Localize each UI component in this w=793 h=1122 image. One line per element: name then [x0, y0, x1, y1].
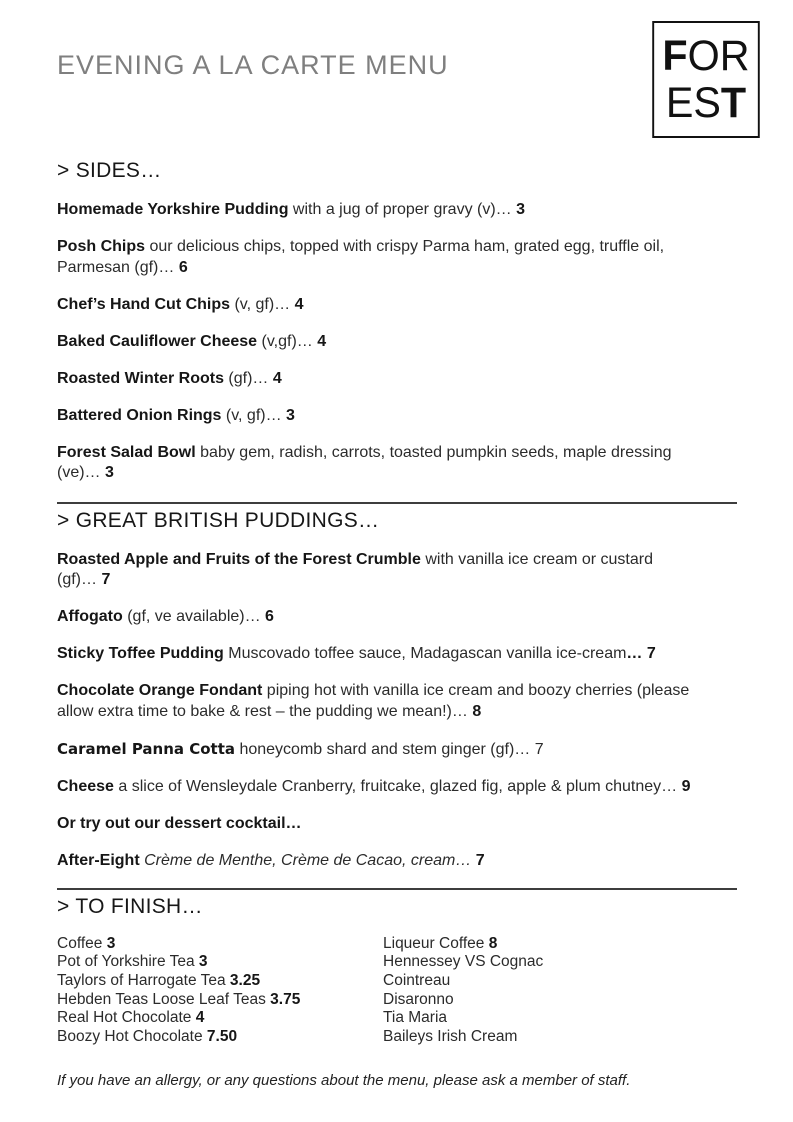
item-description: a slice of Wensleydale Cranberry, fruitcake, glazed fig, apple & plum chutney… — [113, 777, 682, 795]
finish-item-price: 3.75 — [270, 990, 301, 1008]
finish-item-price: 4 — [195, 1009, 205, 1027]
logo-line-1 — [662, 33, 749, 80]
item-name: Battered Onion Rings — [57, 406, 222, 424]
item-description: honeycomb shard and stem ginger (gf)… — [235, 740, 535, 758]
item-description: piping hot with vanilla ice cream and boozy cherries (please allow extra time to bake & rest – the pudding we mean!)… — [57, 682, 690, 720]
menu-item — [57, 443, 697, 484]
item-name: Chocolate Orange Fondant — [57, 682, 263, 699]
menu-item — [57, 406, 697, 427]
item-name: Caramel Panna Cotta — [57, 739, 236, 758]
sides-heading: > SIDES… — [57, 159, 162, 182]
finish-item-label: Real Hot Chocolate — [57, 1009, 196, 1027]
finish-item-label: Pot of Yorkshire Tea — [57, 953, 199, 971]
finish-item-label: Baileys Irish Cream — [383, 1028, 518, 1046]
menu-item — [57, 814, 697, 835]
menu-item — [57, 295, 697, 316]
item-description: Crème de Menthe, Crème de Cacao, cream… — [139, 851, 476, 869]
finish-item — [383, 1009, 543, 1028]
menu-item — [57, 644, 697, 665]
menu-item — [57, 237, 697, 278]
menu-item — [57, 739, 697, 761]
item-description: with a jug of proper gravy (v)… — [288, 201, 517, 218]
finish-item-price: 3 — [106, 934, 116, 952]
menu-item — [57, 332, 697, 353]
item-name: Or try out our dessert cocktail… — [57, 814, 302, 832]
item-price: 4 — [272, 369, 282, 387]
finish-item — [57, 953, 383, 972]
menu-item — [57, 550, 697, 591]
menu-item — [57, 681, 697, 722]
finish-item-price: 8 — [488, 934, 498, 952]
item-name: Affogato — [57, 608, 123, 625]
section-divider — [57, 502, 737, 504]
finish-item-label: Disaronno — [383, 990, 454, 1008]
finish-item — [57, 935, 383, 954]
item-name: Forest Salad Bowl — [57, 443, 196, 461]
puddings-items — [57, 550, 737, 872]
item-name: Sticky Toffee Pudding — [57, 645, 224, 662]
item-price: 7 — [475, 851, 485, 869]
item-price: 3 — [105, 464, 114, 481]
allergy-note: If you have an allergy, or any questions about the menu, please ask a member of staff. — [57, 1072, 631, 1089]
item-name: Roasted Winter Roots — [57, 369, 224, 387]
item-price: 9 — [681, 777, 691, 795]
page-title: EVENING A LA CARTE MENU — [57, 50, 449, 80]
finish-item — [57, 1028, 383, 1047]
item-description: Muscovado toffee sauce, Madagascan vanilla ice-cream — [223, 645, 627, 662]
item-price: 6 — [265, 608, 274, 625]
menu-item — [57, 777, 697, 798]
finish-item-label: Taylors of Harrogate Tea — [57, 971, 230, 989]
logo-line-2 — [666, 80, 746, 127]
to-finish-right-column — [383, 935, 543, 1047]
item-description: with vanilla ice cream or custard (gf)… — [57, 550, 653, 588]
menu-item — [57, 851, 697, 872]
item-price: 8 — [472, 702, 482, 720]
finish-item — [383, 1028, 543, 1047]
item-price: … 7 — [626, 645, 656, 662]
finish-item-price: 3 — [198, 953, 208, 971]
finish-item-label: Liqueur Coffee — [383, 934, 489, 952]
item-description: (v, gf)… — [221, 406, 287, 424]
finish-item — [57, 991, 383, 1010]
finish-item-label: Boozy Hot Chocolate — [57, 1028, 207, 1046]
finish-item — [383, 953, 543, 972]
item-name: Chef’s Hand Cut Chips — [57, 295, 231, 313]
item-description: (v,gf)… — [257, 332, 318, 350]
item-price: 3 — [516, 201, 526, 218]
finish-item-price: 3.25 — [229, 971, 261, 989]
item-price: 3 — [286, 406, 295, 424]
finish-item-price: 7.50 — [206, 1028, 238, 1046]
finish-item — [383, 935, 543, 954]
section-divider — [57, 888, 737, 890]
item-name: After-Eight — [57, 851, 140, 869]
puddings-heading: > GREAT BRITISH PUDDINGS… — [57, 508, 380, 532]
finish-item-label: Tia Maria — [383, 1009, 448, 1027]
item-name: Roasted Apple and Fruits of the Forest Crumble — [57, 550, 421, 568]
finish-item-label: Hebden Teas Loose Leaf Teas — [57, 990, 271, 1008]
item-name: Baked Cauliflower Cheese — [57, 332, 258, 350]
menu-item — [57, 607, 697, 628]
item-description: (v, gf)… — [230, 295, 295, 313]
finish-item-label: Cointreau — [383, 971, 451, 989]
logo-letters: OR — [687, 31, 750, 80]
menu-item — [57, 200, 697, 221]
to-finish-heading: > TO FINISH… — [57, 894, 203, 918]
item-name: Posh Chips — [57, 238, 146, 255]
forest-logo — [652, 21, 760, 138]
item-description: (gf, ve available)… — [122, 608, 266, 625]
logo-letter-bold: T — [720, 78, 747, 127]
item-name: Homemade Yorkshire Pudding — [57, 201, 289, 218]
item-price: 7 — [534, 740, 544, 758]
sides-items — [57, 200, 737, 484]
item-price: 7 — [101, 571, 111, 588]
item-description: (gf)… — [223, 369, 273, 387]
finish-item — [57, 1009, 383, 1028]
item-description: our delicious chips, topped with crispy Parma ham, grated egg, truffle oil, Parmesan (gf)… — [57, 238, 665, 276]
item-name: Cheese — [57, 777, 114, 795]
item-price: 6 — [178, 258, 188, 276]
menu-item — [57, 369, 697, 390]
finish-item — [383, 991, 543, 1010]
item-description: baby gem, radish, carrots, toasted pumpkin seeds, maple dressing (ve)… — [57, 443, 672, 481]
logo-letter-bold: F — [662, 31, 688, 80]
finish-item — [57, 972, 383, 991]
finish-item-label: Hennessey VS Cognac — [383, 953, 544, 971]
logo-letters: ES — [665, 78, 721, 127]
to-finish-left-column — [57, 935, 383, 1047]
item-price: 4 — [317, 332, 327, 350]
item-price: 4 — [294, 295, 304, 313]
finish-item — [383, 972, 543, 991]
finish-item-label: Coffee — [57, 934, 107, 952]
to-finish-columns — [57, 935, 737, 1047]
